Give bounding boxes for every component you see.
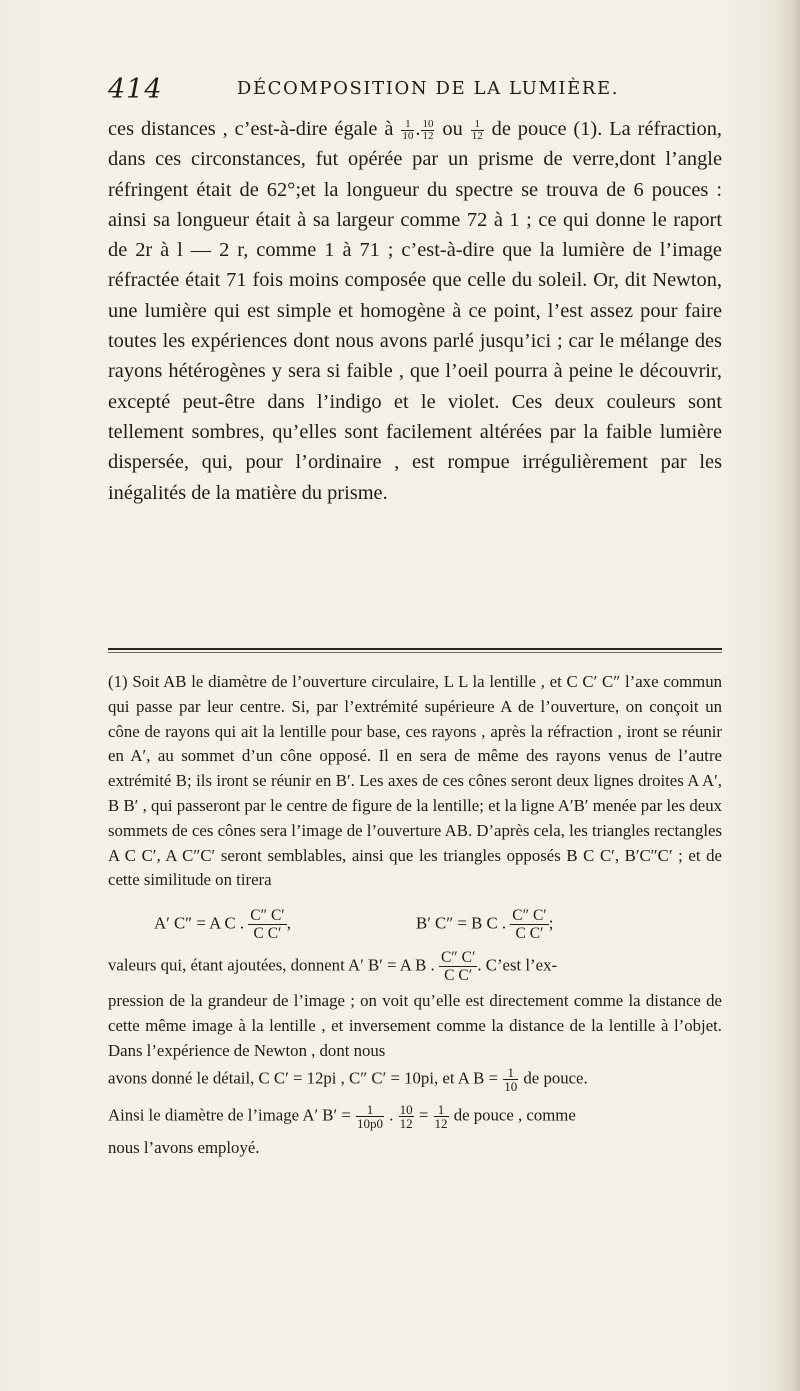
footnote [108, 670, 722, 1160]
final-fraction-3 [434, 1103, 449, 1130]
equation-2-num: C″ C′ [512, 907, 547, 925]
final-fraction-1-den: 10p0 [357, 1115, 384, 1131]
detail-post: de pouce. [523, 1067, 588, 1087]
detail-fraction-den: 10 [504, 1078, 518, 1094]
equation-3-post: . C’est l’ex- [477, 955, 558, 975]
formula-row-1 [108, 893, 722, 943]
main-paragraph [108, 114, 722, 508]
footnote-separator-thin [108, 652, 722, 653]
fraction-b-den: 12 [422, 129, 434, 142]
final-fraction-2 [399, 1103, 414, 1130]
footnote-para2: pression de la grandeur de l’image ; on voit qu’elle est directement comme la distance de cette même image à la lentille , et inversement comme la distance de la lentille à l’objet. Dans l’expérience de Newton , dont nous [108, 991, 722, 1060]
formula-row-2 [108, 943, 722, 989]
fraction-c-den: 12 [471, 129, 483, 142]
equation-1-tail: , [286, 913, 291, 933]
detail-pre: avons donné le détail, C C′ = 12pi , C″ C′ = 10pi, et A B = [108, 1067, 498, 1087]
detail-line [108, 1066, 722, 1093]
equation-2-den: C C′ [515, 925, 544, 943]
main-paragraph-rest: réfraction, dans ces circonstances, fut opérée par un prisme de verre,dont l’angle réfringent était de 62°;et la longueur du spectre se trouva de 6 pouces : ainsi sa longueur était à sa largeur comme 72 à 1 ; ce qui donne le raport de 2r à l — 2 r, comme 1 à 71 ; c’est-à-dire que la lumière de l’image réfractée était 71 fois moins composée que celle du soleil. Or, dit Newton, une lumière qui est simple et homogène à ce point, l’est assez pour faire toutes les expériences dont nous avons parlé jusqu’ici ; car le mélange des rayons hétérogènes y sera si faible , que l’oeil pourra à peine le découvrir, excepté peut-être dans l’indigo et le violet. Ces deux couleurs sont tellement sombres, qu’elles sont facilement altérées par la faible lumière dispersée, qui, pour l’ordinaire , est rompue irrégulièrement par les inégalités de la matière du prisme. [108, 118, 723, 504]
main-text [108, 114, 722, 508]
final-fraction-1-num: 1 [356, 1103, 384, 1117]
equation-1-fraction [248, 907, 286, 942]
page-edge-shadow [774, 0, 800, 1391]
equation-1-num: C″ C′ [250, 907, 285, 925]
equation-3-pre: valeurs qui, étant ajoutées, donnent A′ B′ = A B . [108, 955, 435, 975]
dot: . [415, 118, 421, 140]
equation-1 [154, 907, 291, 942]
footnote-separator [108, 648, 722, 650]
footnote-para1: (1) Soit AB le diamètre de l’ouverture circulaire, L L la lentille , et C C′ C″ l’axe commun qui passe par leur centre. Si, par l’extrémité supérieure A de l’ouverture, on conçoit un cône de rayons qui ait la lentille pour base, ces rayons , après la réfraction , iront se réunir en A′, au sommet d’un cône opposé. Il en sera de même des rayons venus de l’autre extrémité B; ils iront se réunir en B′. Les axes de ces cônes seront deux lignes droites A A′, B B′ , qui passeront par le centre de figure de la lentille; et la ligne A′B′ menée par les deux sommets de ces cônes sera l’image de l’ouverture AB. D’après cela, les triangles rectangles A C C′, A C″C′ seront semblables, ainsi que les triangles opposés B C C′, B′C″C′ ; et de cette similitude on tirera [108, 672, 722, 890]
final-line [108, 1103, 722, 1130]
equation-3-fraction [439, 949, 477, 984]
final-fraction-3-den: 12 [434, 1115, 448, 1131]
fraction-a-num: 1 [401, 119, 414, 131]
fraction-a-den: 10 [402, 129, 414, 142]
fraction-c [471, 119, 484, 142]
final-fraction-2-num: 10 [399, 1101, 413, 1117]
final-fraction-1 [356, 1103, 384, 1130]
equation-2-fraction [510, 907, 548, 942]
running-title: DÉCOMPOSITION DE LA LUMIÈRE. [236, 78, 620, 99]
fraction-c-num: 1 [471, 119, 484, 131]
equation-2-left: B′ C″ = B C . [416, 913, 507, 933]
final-fraction-2-den: 12 [399, 1115, 413, 1131]
final-equals: = [418, 1104, 429, 1124]
equation-1-den: C C′ [253, 925, 282, 943]
page-number: 414 [108, 74, 163, 105]
final-pre: Ainsi le diamètre de l’image A′ B′ = [108, 1104, 351, 1124]
fraction-a [401, 119, 414, 142]
fraction-b-num: 10 [422, 117, 434, 130]
final-post: de pouce , comme [453, 1104, 576, 1124]
detail-fraction-num: 1 [503, 1066, 518, 1080]
equation-1-left: A′ C″ = A C . [154, 913, 245, 933]
last-line: nous l’avons employé. [108, 1137, 260, 1157]
equation-3-num: C″ C′ [440, 949, 476, 967]
line1-post: de pouce (1). La [491, 118, 631, 140]
equation-2-tail: ; [548, 913, 554, 933]
fraction-b [421, 119, 434, 142]
equation-3-den: C C′ [444, 967, 473, 985]
equation-3-line [108, 949, 557, 984]
line1-pre: ces distances , c’est-à-dire égale à [108, 118, 394, 140]
ou-word: ou [442, 118, 463, 140]
equation-2 [416, 907, 553, 942]
final-fraction-3-num: 1 [434, 1103, 449, 1117]
detail-fraction [503, 1066, 518, 1093]
final-dot: . [389, 1104, 394, 1124]
